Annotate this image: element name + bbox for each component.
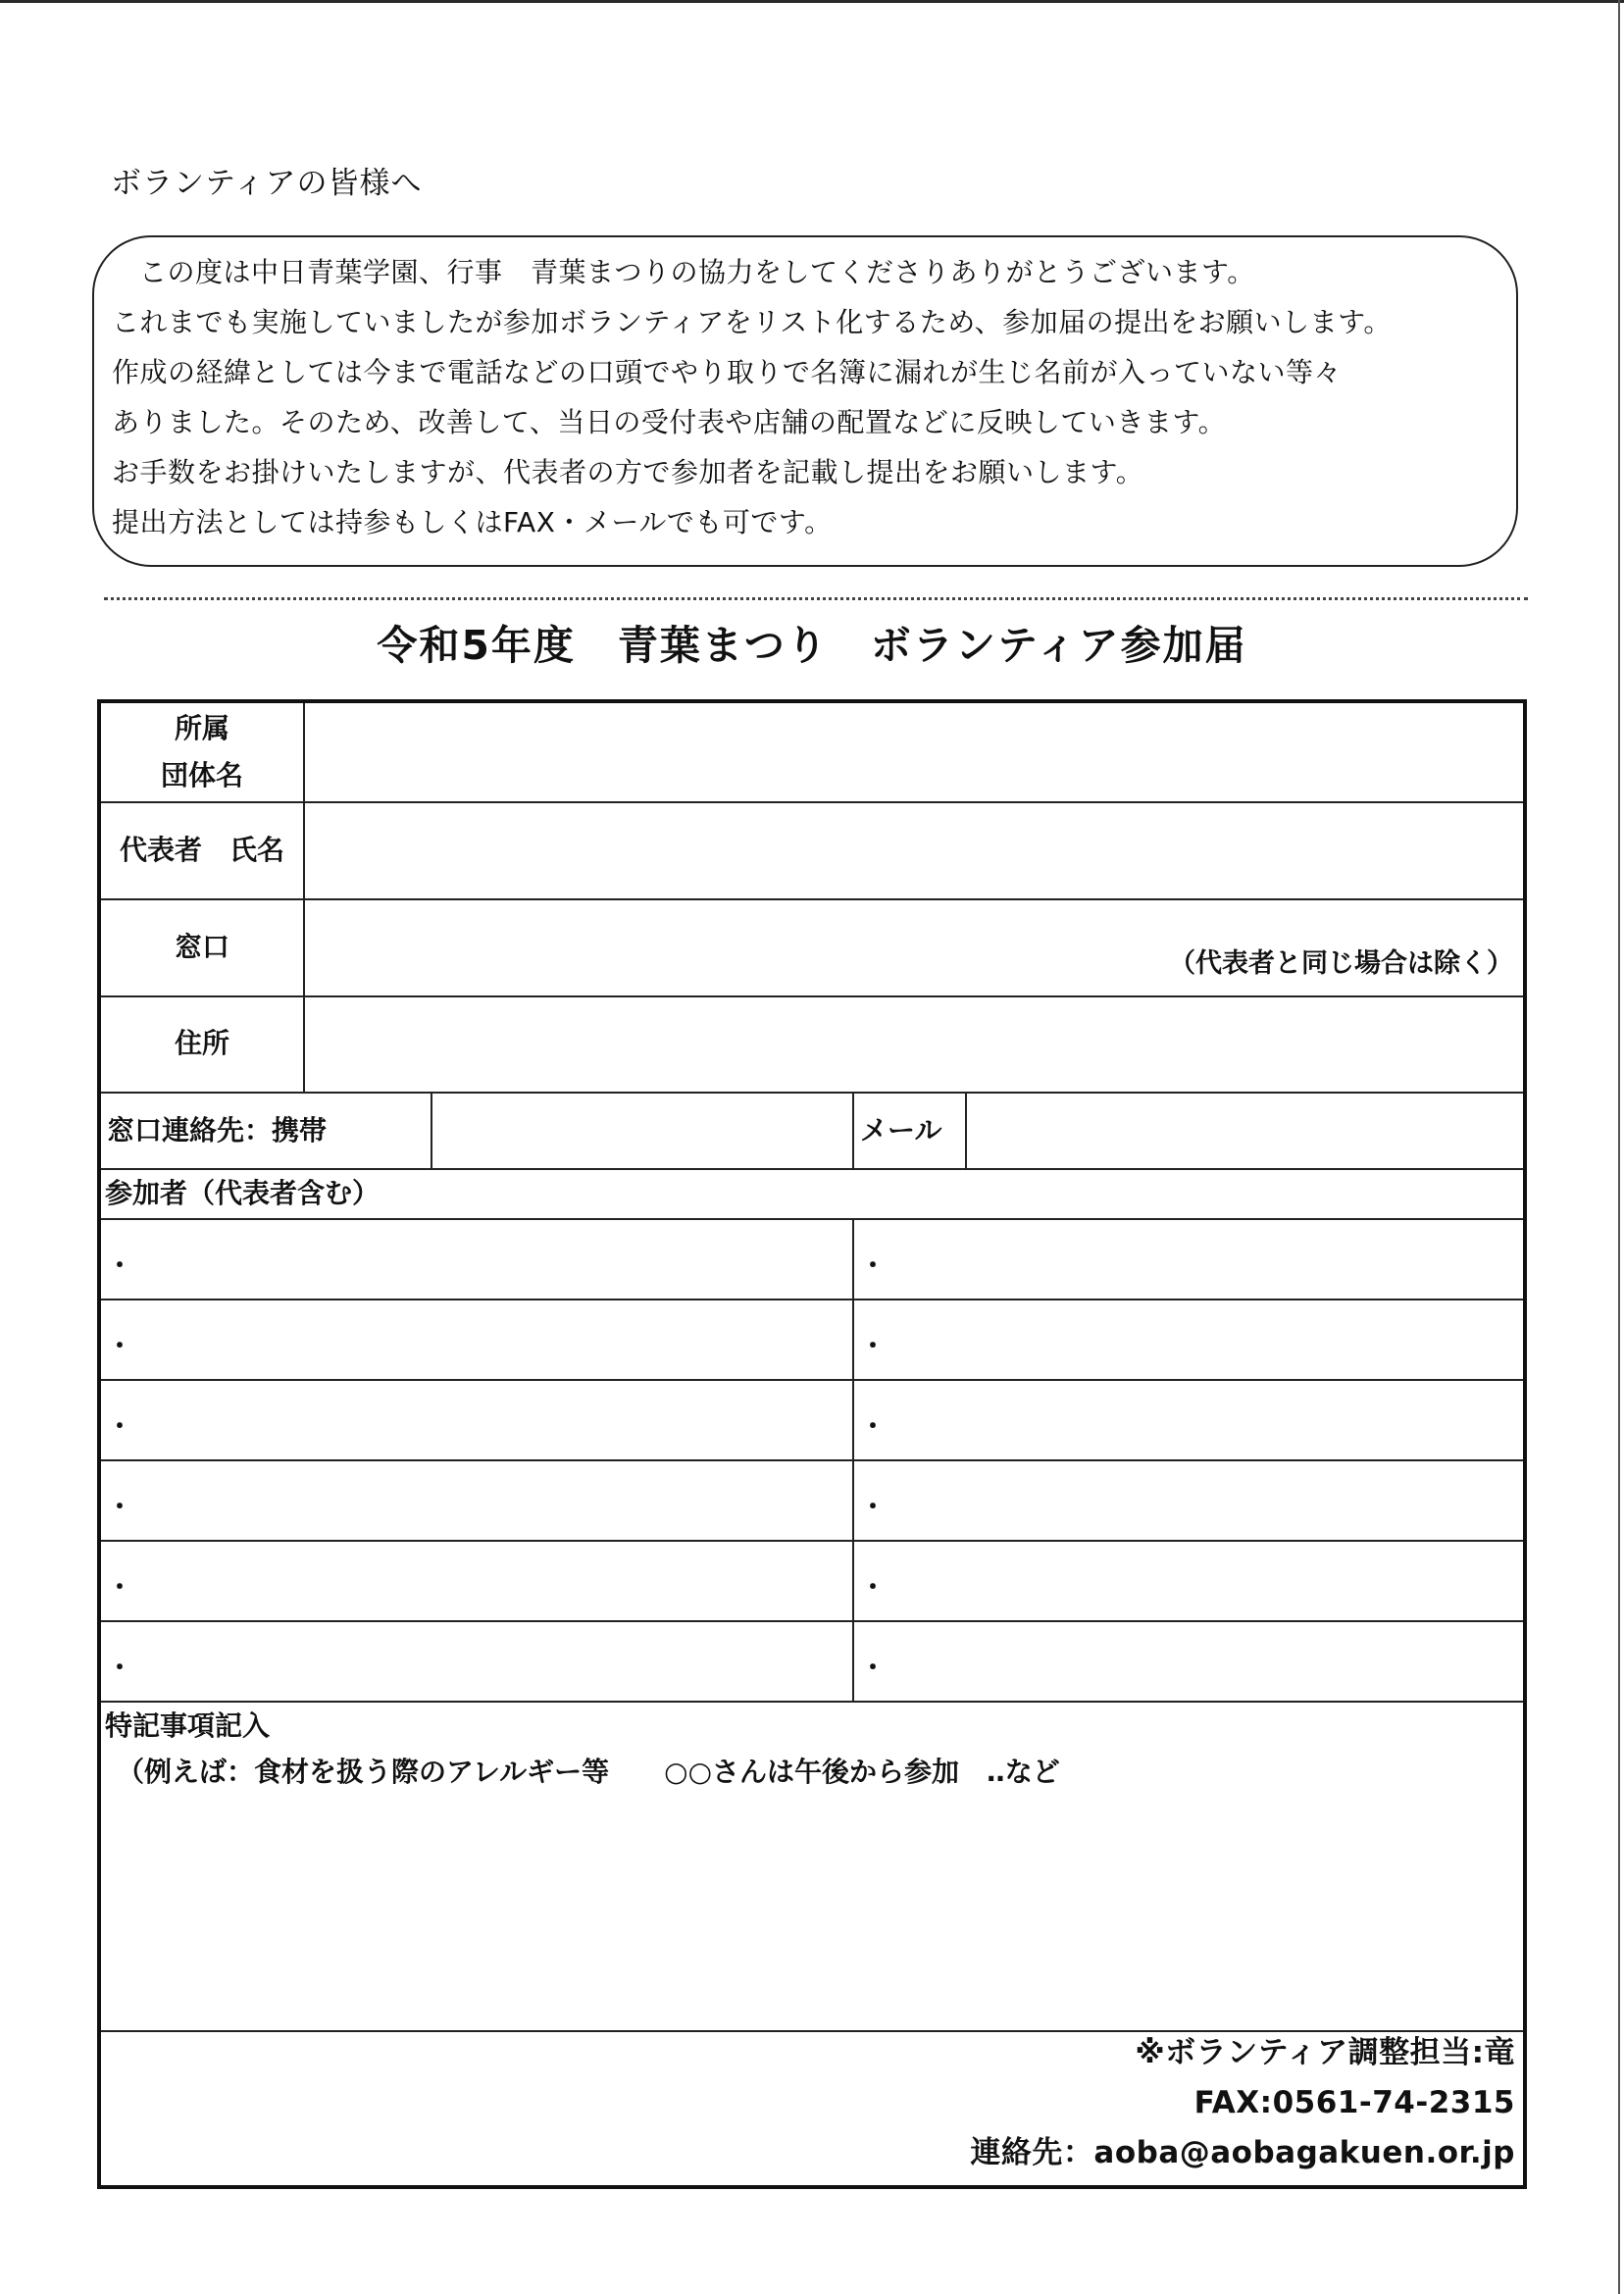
participant-bullet: ・	[107, 1573, 133, 1603]
participant-field-right[interactable]	[854, 1542, 1523, 1620]
participant-bullet: ・	[107, 1412, 133, 1442]
notice-line: ありました。そのため、改善して、当日の受付表や店舗の配置などに反映していきます。	[112, 406, 1227, 438]
participant-field-right[interactable]	[854, 1300, 1523, 1379]
participant-bullet: ・	[107, 1332, 133, 1361]
contact-email: 連絡先：aoba@aobagakuen.or.jp	[970, 2135, 1515, 2170]
notice-line: これまでも実施していましたが参加ボランティアをリスト化するため、参加届の提出をお願いします。	[112, 306, 1392, 338]
participant-bullet: ・	[107, 1251, 133, 1281]
participant-bullet: ・	[860, 1493, 887, 1522]
notice-line: 提出方法としては持参もしくはFAX・メールでも可です。	[112, 506, 833, 538]
remarks-label: 特記事項記入	[105, 1709, 271, 1742]
row-divider	[101, 1168, 1523, 1170]
participant-bullet: ・	[860, 1412, 887, 1442]
fax-number: FAX:0561-74-2315	[1193, 2085, 1515, 2120]
email-label: メール	[860, 1114, 942, 1147]
notice-line: 作成の経緯としては今まで電話などの口頭でやり取りで名簿に漏れが生じ名前が入っていない等々	[112, 356, 1343, 388]
participant-field-right[interactable]	[854, 1622, 1523, 1701]
affiliation-field[interactable]	[305, 703, 1523, 801]
representative-label: 代表者 氏名	[119, 833, 284, 866]
participant-field-left[interactable]	[101, 1542, 852, 1620]
participant-field-left[interactable]	[101, 1220, 852, 1299]
participant-field-left[interactable]	[101, 1622, 852, 1701]
contact-person-note: （代表者と同じ場合は除く）	[1169, 948, 1513, 979]
address-field[interactable]	[305, 997, 1523, 1092]
page-right-edge	[1618, 0, 1620, 2294]
mobile-label: 窓口連絡先：携帯	[107, 1114, 328, 1147]
form-title: 令和5年度 青葉まつり ボランティア参加届	[377, 622, 1247, 669]
notice-box	[92, 235, 1518, 567]
notice-line: お手数をお掛けいたしますが、代表者の方で参加者を記載し提出をお願いします。	[112, 456, 1144, 488]
participant-bullet: ・	[860, 1573, 887, 1603]
greeting: ボランティアの皆様へ	[111, 166, 423, 201]
participant-bullet: ・	[860, 1654, 887, 1683]
page-top-edge	[0, 0, 1624, 3]
notice-line: この度は中日青葉学園、行事 青葉まつりの協力をしてくださりありがとうございます。	[139, 256, 1255, 288]
email-field[interactable]	[967, 1094, 1523, 1168]
participant-field-left[interactable]	[101, 1461, 852, 1540]
participant-field-left[interactable]	[101, 1300, 852, 1379]
participant-bullet: ・	[860, 1332, 887, 1361]
contact-person-label: 窓口	[174, 930, 229, 963]
participant-field-left[interactable]	[101, 1381, 852, 1459]
coordinator-text: ※ボランティア調整担当:竜	[1135, 2035, 1515, 2070]
remarks-field[interactable]	[101, 1794, 1523, 2029]
affiliation-label-line1: 所属	[174, 712, 229, 744]
address-label: 住所	[174, 1027, 229, 1059]
affiliation-label	[101, 703, 303, 801]
representative-field[interactable]	[305, 803, 1523, 898]
participant-bullet: ・	[860, 1251, 887, 1281]
cut-line	[104, 597, 1528, 600]
participant-bullet: ・	[107, 1493, 133, 1522]
affiliation-label-line2: 団体名	[160, 759, 243, 791]
participant-bullet: ・	[107, 1654, 133, 1683]
row-divider	[101, 1701, 1523, 1703]
participant-field-right[interactable]	[854, 1461, 1523, 1540]
email-label-divider-left	[852, 1092, 854, 1168]
volunteer-form	[97, 699, 1527, 2189]
participant-field-right[interactable]	[854, 1220, 1523, 1299]
participant-field-right[interactable]	[854, 1381, 1523, 1459]
mobile-field[interactable]	[432, 1094, 852, 1168]
row-divider	[101, 2030, 1523, 2032]
participants-label: 参加者（代表者含む）	[105, 1177, 381, 1209]
remarks-example: （例えば：食材を扱う際のアレルギー等 ○○さんは午後から参加 ‥など	[117, 1756, 1060, 1788]
